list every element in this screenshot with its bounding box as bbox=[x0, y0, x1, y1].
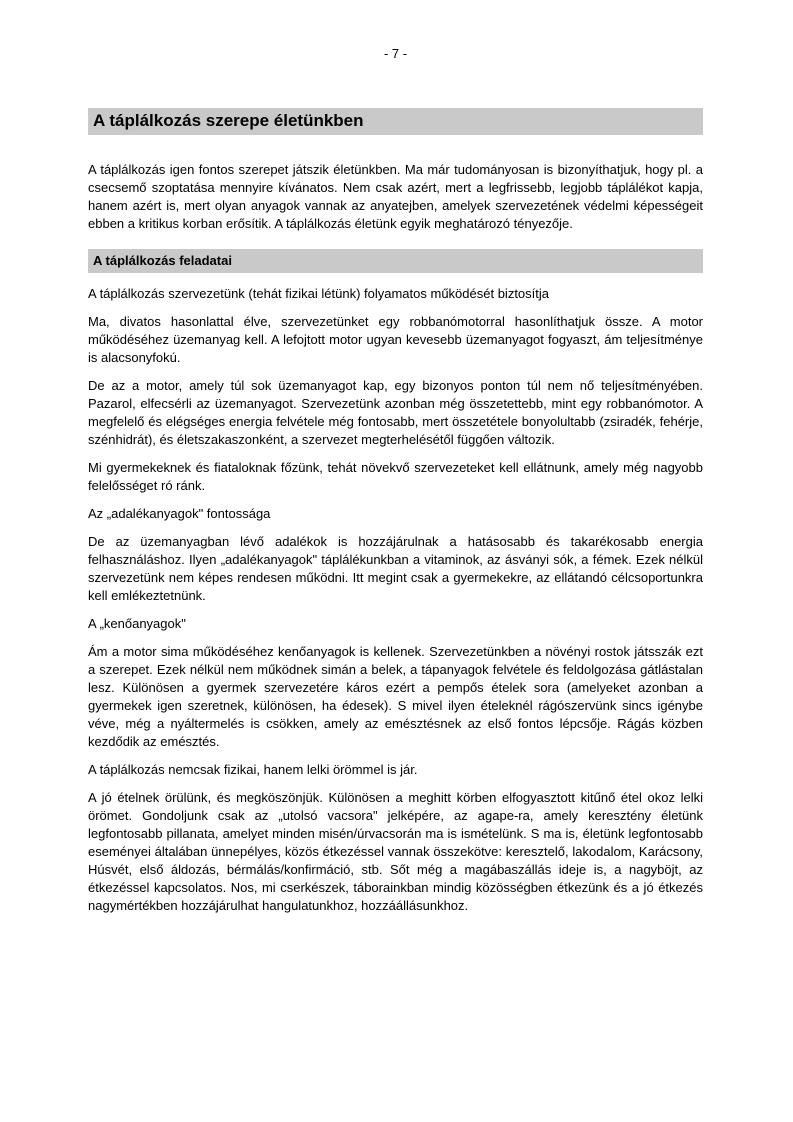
section-heading: A táplálkozás feladatai bbox=[88, 249, 703, 273]
paragraph-children-responsibility: Mi gyermekeknek és fiataloknak főzünk, tehát növekvő szervezeteket kell ellátnunk, amely még nagyobb felelősséget ró ránk. bbox=[88, 460, 703, 493]
paragraph-lubricants-detail: Ám a motor sima működéséhez kenőanyagok is kellenek. Szervezetünkben a növényi rostok játsszák ezt a szerepet. Ezek nélkül nem működnek simán a belek, a tápanyagok felvétele és feldolgozása gátlástalan lesz. Különösen a gyermek szervezetére káros ezért a pempős ételek sora (amelyeket azonban a gyermekek igen szeretnek, különösen, ha édesek). S mivel ilyen ételeknél rágószervünk sincs igénybe véve, még a nyáltermelés is csökken, amely az emésztésnek az első fontos lépcsője. Rágás közben kezdődik az emésztés. bbox=[88, 644, 703, 749]
paragraph-fuel-overload: De az a motor, amely túl sok üzemanyagot kap, egy bizonyos ponton túl nem nő teljesítményében. Pazarol, elfecsérli az üzemanyagot. Szervezetünk azonban még összetettebb, mint egy robbanómotor. A megfelelő és elégséges energia felvétele még fontosabb, mert összetétele bonyolultabb (zsiradék, fehérje, szénhidrát), és életszakaszonként, a szervezet megterhelésétől függően változik. bbox=[88, 378, 703, 447]
paragraph-meals-celebrations: A jó ételnek örülünk, és megköszönjük. Különösen a meghitt körben elfogyasztott kitűnő étel okoz lelki örömet. Gondoljunk csak az „utolsó vacsora" jelképére, az agape-ra, amely keresztény életünk legfontosabb pillanata, amelyet minden misén/úrvacsorán ma is ismételünk. S ma is, életünk legfontosabb eseményei általában ünnepélyes, közös étkezéssel vannak összekötve: keresztelő, lakodalom, Karácsony, Húsvét, első áldozás, bérmálás/konfirmáció, stb. Sőt még a magábaszállás ideje is, a nagyböjt, az étkezéssel kapcsolatos. Nos, mi cserkészek, táborainkban mindig közösségben étkezünk és a jó étkezés nagymértékben hozzájárulhat hangulatunkhoz, hozzáállásunkhoz. bbox=[88, 790, 703, 913]
document-title: A táplálkozás szerepe életünkben bbox=[88, 108, 703, 135]
subheading-additives: Az „adalékanyagok" fontossága bbox=[88, 506, 271, 521]
intro-paragraph: A táplálkozás igen fontos szerepet játszik életünkben. Ma már tudományosan is bizonyíthatjuk, hogy pl. a csecsemő szoptatása mennyire kívánatos. Nem csak azért, mert a legfrissebb, legjobb táplálékot kapja, hanem azért is, mert olyan anyagok vannak az anyatejben, amelyek szervezetének védelmi képességeit ebben a kritikus korban erősítik. A táplálkozás életünk egyik meghatározó tényezője. bbox=[88, 162, 703, 231]
paragraph-spiritual-joy: A táplálkozás nemcsak fizikai, hanem lelki örömmel is jár. bbox=[88, 762, 418, 777]
paragraph-engine-analogy: Ma, divatos hasonlattal élve, szervezetünket egy robbanómotorral hasonlíthatjuk össze. A motor működéséhez üzemanyag kell. A lefojtott motor ugyan kevesebb üzemanyagot fogyaszt, ám teljesítménye is alacsonyfokú. bbox=[88, 314, 703, 365]
subheading-lubricants: A „kenőanyagok" bbox=[88, 616, 186, 631]
page-number: - 7 - bbox=[383, 46, 408, 61]
paragraph-additives-detail: De az üzemanyagban lévő adalékok is hozzájárulnak a hatásosabb és takarékosabb energia felhasználáshoz. Ilyen „adalékanyagok" táplálékunkban a vitaminok, az ásványi sók, a fémek. Ezek nélkül szervezetünk nem képes rendesen működni. Itt megint csak a gyermekekre, az ellátandó célcsoportunkra kell emlékeztetnünk. bbox=[88, 534, 703, 603]
paragraph-physical-function: A táplálkozás szervezetünk (tehát fizikai létünk) folyamatos működését biztosítja bbox=[88, 286, 549, 301]
